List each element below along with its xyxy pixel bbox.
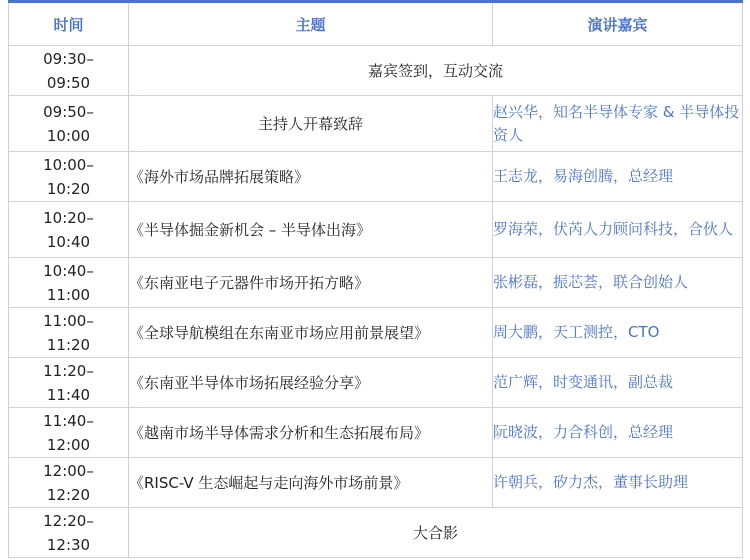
time-start: 10:20– [43,208,94,227]
speaker-cell: 王志龙，易海创腾，总经理 [493,152,743,202]
time-end: 09:50 [46,73,91,92]
agenda-table [8,0,743,558]
time-cell [9,46,129,96]
time-end: 11:40 [46,385,91,404]
speaker-cell: 许朝兵，矽力杰，董事长助理 [493,458,743,508]
topic-cell: 《东南亚半导体市场拓展经验分享》 [129,358,493,408]
header-time: 时间 [9,2,129,46]
table-header-row [9,2,743,46]
table-row [9,258,743,308]
time-start: 11:20– [43,361,94,380]
speaker-cell: 罗海荣，伏芮人力顾问科技，合伙人 [493,202,743,258]
table-row [9,152,743,202]
topic-cell: 《海外市场品牌拓展策略》 [129,152,493,202]
topic-cell: 主持人开幕致辞 [129,96,493,152]
time-cell [9,408,129,458]
time-end: 12:30 [46,535,91,554]
time-cell [9,358,129,408]
time-start: 09:30– [43,49,94,68]
topic-cell: 《东南亚电子元器件市场开拓方略》 [129,258,493,308]
time-cell [9,458,129,508]
time-start: 10:00– [43,155,94,174]
speaker-cell: 张彬磊，振芯荟，联合创始人 [493,258,743,308]
time-cell [9,258,129,308]
time-end: 11:00 [46,285,91,304]
speaker-cell: 周大鹏，天工测控，CTO [493,308,743,358]
time-cell [9,308,129,358]
table-row [9,202,743,258]
speaker-cell: 阮晓波，力合科创，总经理 [493,408,743,458]
speaker-cell: 范广辉，时变通讯，副总裁 [493,358,743,408]
time-start: 11:00– [43,311,94,330]
time-end: 10:00 [46,126,91,145]
time-end: 10:40 [46,232,91,251]
time-start: 09:50– [43,102,94,121]
time-start: 12:20– [43,511,94,530]
table-row [9,408,743,458]
time-end: 10:20 [46,179,91,198]
topic-cell: 《半导体掘金新机会 – 半导体出海》 [129,202,493,258]
merged-cell: 大合影 [129,508,743,558]
time-cell [9,202,129,258]
table-row [9,508,743,558]
table-row [9,46,743,96]
time-end: 12:00 [46,435,91,454]
time-start: 11:40– [43,411,94,430]
topic-cell: 《全球导航模组在东南亚市场应用前景展望》 [129,308,493,358]
time-cell [9,508,129,558]
speaker-cell: 赵兴华，知名半导体专家 & 半导体投资人 [493,96,743,152]
topic-cell: 《RISC-V 生态崛起与走向海外市场前景》 [129,458,493,508]
table-row [9,308,743,358]
table-row [9,358,743,408]
topic-cell: 《越南市场半导体需求分析和生态拓展布局》 [129,408,493,458]
time-end: 12:20 [46,485,91,504]
time-cell [9,96,129,152]
table-row [9,458,743,508]
time-start: 12:00– [43,461,94,480]
time-end: 11:20 [46,335,91,354]
header-speaker: 演讲嘉宾 [493,2,743,46]
table-row [9,96,743,152]
header-topic: 主题 [129,2,493,46]
merged-cell: 嘉宾签到，互动交流 [129,46,743,96]
time-cell [9,152,129,202]
time-start: 10:40– [43,261,94,280]
